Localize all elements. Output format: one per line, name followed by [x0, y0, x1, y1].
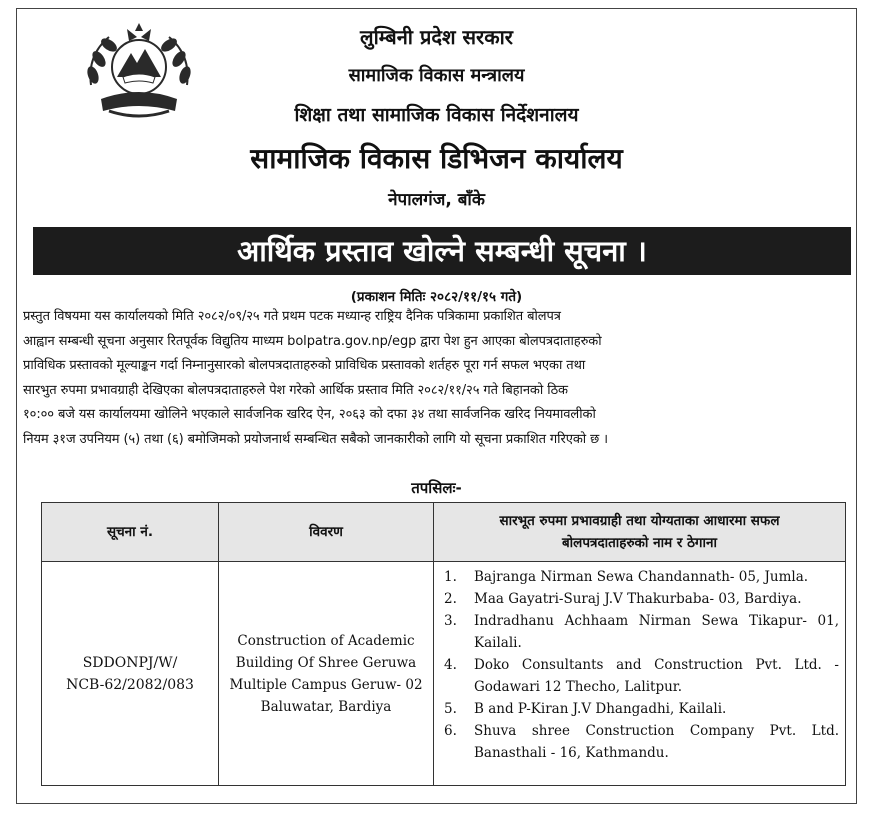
list-item: [438, 566, 839, 588]
publication-date: (प्रकाशन मितिः २०८२/११/१५ गते): [350, 289, 523, 305]
bidder-name: Doko Consultants and Construction Pvt. Ltd. - Godawari 12 Thecho, Lalitpur.: [474, 657, 839, 695]
bidders-cell: [434, 562, 846, 786]
list-item: [438, 610, 839, 654]
header-notice-number: सूचना नं.: [42, 503, 219, 562]
bidder-name: Bajranga Nirman Sewa Chandannath- 05, Jumla.: [474, 569, 809, 585]
bidder-name: Maa Gayatri-Suraj J.V Thakurbaba- 03, Bardiya.: [474, 591, 802, 607]
bidder-name: Indradhanu Achhaam Nirman Sewa Tikapur- 01, Kailali.: [474, 613, 839, 651]
list-item: [438, 588, 839, 610]
notice-body: [23, 305, 850, 452]
body-line: प्राविधिक प्रस्तावको मूल्याङ्कन गर्दा निम्नानुसारको बोलपत्रदाताहरुको प्राविधिक प्रस्तावको शर्तहरु पूरा गर्न सफल भएका तथा: [23, 358, 586, 373]
bidder-number: 1.: [444, 569, 457, 585]
bidder-number: 5.: [444, 701, 457, 717]
bidders-list: [438, 566, 839, 764]
description-cell: Construction of Academic Building Of Shree Geruwa Multiple Campus Geruw- 02 Baluwatar, Bardiya: [219, 562, 434, 786]
province-government-title: लुम्बिनी प्रदेश सरकार: [360, 25, 513, 49]
bidder-number: 2.: [444, 591, 457, 607]
office-location: नेपालगंज, बाँके: [388, 190, 485, 210]
header-bidders: [434, 503, 846, 562]
bidder-number: 6.: [444, 723, 457, 739]
body-line: प्रस्तुत विषयमा यस कार्यालयको मिति २०८२/०९/२५ गते प्रथम पटक मध्यान्ह राष्ट्रिय दैनिक पत्रिकामा प्रकाशित बोलपत्र: [23, 309, 561, 324]
body-line: नियम ३१ज उपनियम (५) तथा (६) बमोजिमको प्रयोजनार्थ सम्बन्धित सबैको जानकारीको लागि यो सूचना प्रकाशित गरिएको छ ।: [23, 431, 608, 447]
directorate-title: शिक्षा तथा सामाजिक विकास निर्देशनालय: [294, 104, 579, 126]
office-title: सामाजिक विकास डिभिजन कार्यालय: [250, 142, 623, 175]
list-item: [438, 698, 839, 720]
details-heading: तपसिलः-: [411, 479, 462, 497]
list-item: [438, 720, 839, 764]
notice-banner: आर्थिक प्रस्ताव खोल्ने सम्बन्धी सूचना ।: [33, 227, 851, 275]
list-item: [438, 654, 839, 698]
notice-number-cell: [42, 562, 219, 786]
bidders-table: [41, 502, 846, 786]
body-line: सारभुत रुपमा प्रभावग्राही देखिएका बोलपत्रदाताहरुले पेश गरेको आर्थिक प्रस्ताव मिति २०८२/११/२५ गते बिहानको ठिक: [23, 382, 568, 398]
header-description: विवरण: [219, 503, 434, 562]
notice-number-line1: SDDONPJ/W/: [82, 654, 178, 671]
table-row: [42, 562, 846, 786]
notice-number-line2: NCB-62/2082/083: [66, 676, 194, 693]
table-header-row: [42, 503, 846, 562]
body-line: आह्वान सम्बन्धी सूचना अनुसार रितपूर्वक विद्युतिय माध्यम bolpatra.gov.np/egp द्वारा पेश हुन आएका बोलपत्रदाताहरुको: [23, 333, 602, 349]
ministry-title: सामाजिक विकास मन्त्रालय: [348, 65, 525, 86]
bidder-number: 3.: [444, 613, 457, 629]
body-line: १०:०० बजे यस कार्यालयमा खोलिने भएकाले सार्वजनिक खरिद ऐन, २०६३ को दफा ३४ तथा सार्वजनिक खरिद नियमावलीको: [23, 407, 596, 422]
bidder-number: 4.: [444, 657, 457, 673]
header-bidders-line2: बोलपत्रदाताहरुको नाम र ठेगाना: [561, 535, 718, 551]
notice-page: [16, 8, 857, 804]
bidder-name: Shuva shree Construction Company Pvt. Ltd. Banasthali - 16, Kathmandu.: [474, 723, 839, 761]
bidder-name: B and P-Kiran J.V Dhangadhi, Kailali.: [474, 701, 727, 717]
header-bidders-line1: सारभूत रुपमा प्रभावग्राही तथा योग्यताका आधारमा सफल: [499, 513, 780, 529]
